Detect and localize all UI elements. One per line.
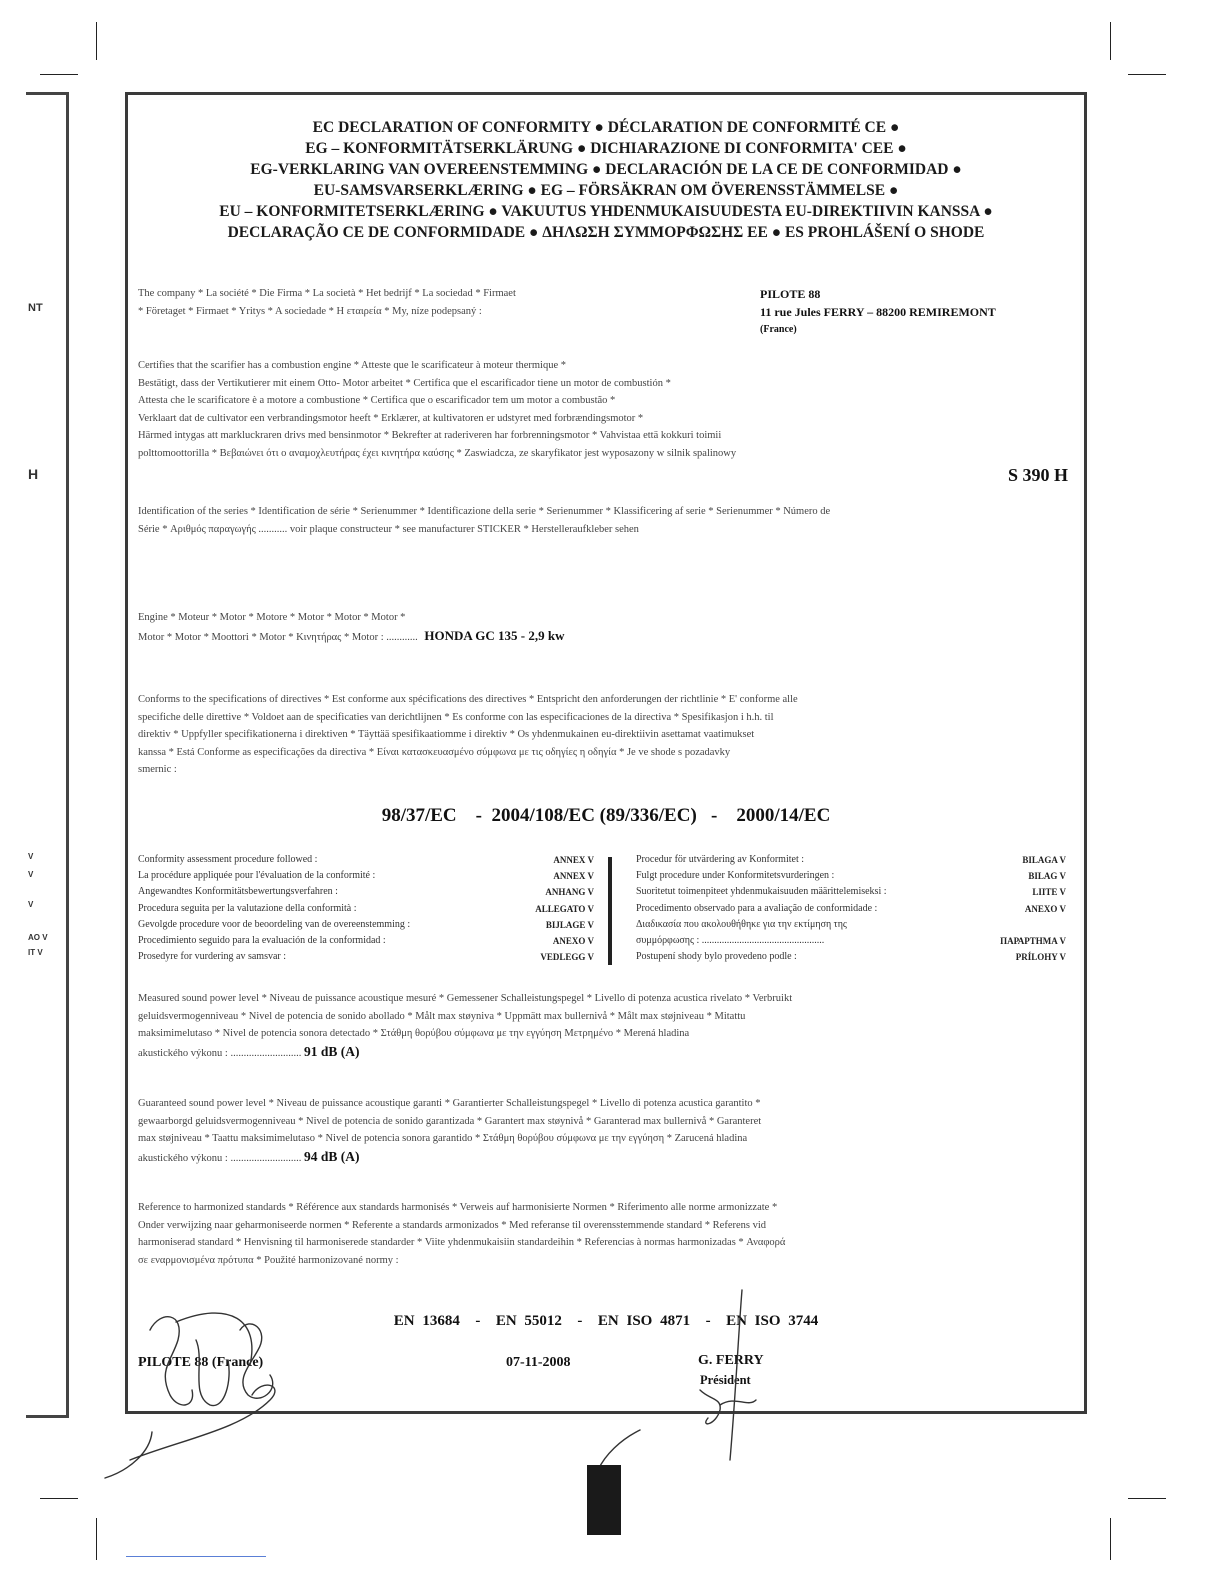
title-line: EC DECLARATION OF CONFORMITY ● DÉCLARATION DE CONFORMITÉ CE ● <box>312 119 900 136</box>
margin-fragment: V <box>28 870 34 879</box>
assessment-label: Gevolgde procedure voor de beoordeling van de overeenstemming : <box>138 918 411 930</box>
title-line: EU-SAMSVARSERKLÆRING ● EG – FÖRSÄKRAN OM ÖVERENSSTÄMMELSE ● <box>313 182 899 199</box>
assessment-label: La procédure appliquée pour l'évaluation de la conformité : <box>138 870 376 882</box>
text-line: Bestätigt, dass der Vertikutierer mit einem Otto- Motor arbeitet * Certifica que el escarificador tiene un motor de combustión * <box>138 377 671 389</box>
series-identification <box>138 503 1072 538</box>
harmonized-standards-reference <box>138 1199 1072 1269</box>
assessment-row <box>138 949 594 965</box>
text-line: Reference to harmonized standards * Référence aux standards harmonisés * Verweis auf harmonisierte Normen * Riferimento alle norme armonizzate * <box>138 1202 778 1213</box>
text-line <box>138 1148 1072 1168</box>
assessment-row <box>636 933 1066 949</box>
assessment-value: PRÍLOHY V <box>1015 952 1066 963</box>
crop-mark <box>96 1518 97 1560</box>
crop-mark <box>40 74 78 75</box>
assessment-label: Διαδικασία που ακολουθήθηκε για την εκτίμηση της <box>636 918 847 930</box>
title-line: EG – KONFORMITÄTSERKLÄRUNG ● DICHIARAZIONE DI CONFORMITA' CEE ● <box>305 140 907 157</box>
assessment-value: ΠΑΡΑΡΤΗΜΑ V <box>1000 936 1066 947</box>
text-line: gewaarborgd geluidsvermogenniveau * Nivel de potencia de sonido garantizada * Garantert max støynivå * Garanterad max bullernivå * Garanteret <box>138 1115 762 1127</box>
text-line: The company * La société * Die Firma * La società * Het bedrijf * La sociedad * Firmaet <box>138 288 516 299</box>
assessment-label: Suoritetut toimenpiteet yhdenmukaisuuden määrittelemiseksi : <box>636 886 887 898</box>
margin-fragment: AO V <box>28 933 48 942</box>
assessment-row <box>138 901 594 917</box>
crop-mark <box>1128 1498 1166 1499</box>
assessment-value: ANNEX V <box>553 871 594 882</box>
adjacent-page-edge <box>26 92 69 1418</box>
assessment-value: BILAGA V <box>1022 855 1066 865</box>
assessment-label: Angewandtes Konformitätsbewertungsverfahren : <box>138 886 338 898</box>
assessment-row <box>138 852 594 868</box>
assessment-value: VEDLEGG V <box>540 952 594 963</box>
text-line: max støjniveau * Taattu maksimimelutaso * Nivel de potencia sonora garantido * Στάθμη θορύβου σύμφωνα με την εγγύηση * Zarucená hladina <box>138 1133 748 1144</box>
assessment-value: ANEXO V <box>1024 903 1066 914</box>
assessment-value: BIJLAGE V <box>545 919 594 930</box>
text-line <box>138 1043 1072 1063</box>
company-country: (France) <box>760 324 797 335</box>
margin-fragment: IT V <box>28 948 43 957</box>
assessment-label: Fulgt procedure under Konformitetsvurderingen : <box>636 870 835 882</box>
directive-codes: 98/37/EC - 2004/108/EC (89/336/EC) - 2000/14/EC <box>381 805 831 826</box>
text-line: Engine * Moteur * Motor * Motore * Motor * Motor * Motor * <box>138 612 406 623</box>
assessment-row <box>636 901 1066 917</box>
assessment-value: ANEXO V <box>552 936 594 947</box>
guaranteed-sound-level <box>138 1095 1072 1167</box>
text-line: specifiche delle direttive * Voldoet aan de specificaties van derichtlijnen * Es conforme con las especificaciones de la directiva * Spesifikasjon i h.h. til <box>138 711 774 723</box>
assessment-label: Procedur för utvärdering av Konformitet : <box>636 854 805 865</box>
assessment-right-column <box>636 852 1066 965</box>
crop-mark <box>1110 22 1111 60</box>
assessment-row <box>636 868 1066 884</box>
crop-mark <box>40 1498 78 1499</box>
assessment-value: BILAG V <box>1028 871 1066 882</box>
bottom-rule <box>126 1556 266 1557</box>
assessment-label: Postupení shody bylo provedeno podle : <box>636 951 797 963</box>
column-divider <box>608 857 612 965</box>
text-line: Série * Αριθμός παραγωγής ........... voir plaque constructeur * see manufacturer STICKER * Herstelleraufkleber sehen <box>138 523 639 535</box>
assessment-row <box>138 933 594 949</box>
title-line: DECLARAÇÃO CE DE CONFORMIDADE ● ΔΗΛΩΣΗ ΣΥΜΜΟΡΦΩΣΗΣ ΕΕ ● ES PROHLÁŠENÍ O SHODE <box>227 224 985 241</box>
crop-mark <box>96 22 97 60</box>
assessment-value: ANNEX V <box>553 855 594 865</box>
engine-value: HONDA GC 135 - 2,9 kw <box>424 627 565 643</box>
assessment-row <box>138 917 594 933</box>
measured-value: 91 dB (A) <box>303 1043 360 1059</box>
text-line: Identification of the series * Identification de série * Serienummer * Identificazione della serie * Serienummer * Klassificering af serie * Serienummer * Número de <box>138 506 831 517</box>
text-line: Onder verwijzing naar geharmoniseerde normen * Referente a standards armonizados * Med referanse til overensstemmende standard * Referens vid <box>138 1219 767 1231</box>
certification-statement <box>138 357 1072 462</box>
company-name: PILOTE 88 <box>760 287 821 301</box>
guaranteed-value: 94 dB (A) <box>303 1148 360 1164</box>
text-line: Certifies that the scarifier has a combustion engine * Atteste que le scarificateur à moteur thermique * <box>138 360 567 371</box>
page-tab <box>587 1465 621 1535</box>
assessment-label: Procedimento observado para a avaliação de conformidade : <box>636 902 878 914</box>
measured-sound-level <box>138 990 1072 1062</box>
assessment-row <box>636 852 1066 868</box>
text-line: σε εναρμονισμένα πρότυπα * Použité harmonizované normy : <box>138 1254 399 1266</box>
text-line: kanssa * Está Conforme as especificações da directiva * Είναι κατασκευασμένο σύμφωνα με τις οδηγίες η οδηγία * Je ve shode s pozadavky <box>138 746 731 758</box>
assessment-row <box>636 917 1066 933</box>
assessment-row <box>636 884 1066 900</box>
text-line: Verklaart dat de cultivator een verbrandingsmotor heeft * Erklærer, at kultivatoren er udstyret med forbrændingsmotor * <box>138 412 644 424</box>
assessment-value: LIITE V <box>1032 887 1066 898</box>
crop-mark <box>1128 74 1166 75</box>
company-label <box>138 285 728 320</box>
text-line: smernic : <box>138 764 177 775</box>
title-line: EU – KONFORMITETSERKLÆRING ● VAKUUTUS YHDENMUKAISUUDESTA EU-DIREKTIIVIN KANSSA ● <box>219 203 993 220</box>
text-line: maksimimelutaso * Nivel de potencia sonora detectado * Στάθμη θορύβου σύμφωνα με την εγγύηση Μετρημένο * Merená hladina <box>138 1028 690 1039</box>
text-line: harmoniserad standard * Henvisning til harmoniserede standarder * Viite yhdenmukaisiin standardeihin * Referencias à normas harmonizadas * Αναφορά <box>138 1237 786 1248</box>
assessment-row <box>636 949 1066 965</box>
company-address <box>760 285 1072 339</box>
assessment-label: Prosedyre for vurdering av samsvar : <box>138 951 287 963</box>
document-title <box>128 117 1084 243</box>
engine-label <box>138 609 1072 646</box>
text-line <box>138 627 1072 647</box>
measured-label: akustického výkonu : ........................... <box>138 1047 302 1059</box>
assessment-row <box>138 868 594 884</box>
text-line: direktiv * Uppfyller specifikationerna i direktiven * Täyttää spesifikaatiomme i direktiv * Os yhdenmukainen eu-direktiivin asettamat vaatimukset <box>138 729 755 740</box>
assessment-value: ANHANG V <box>545 887 594 898</box>
margin-fragment: V <box>28 900 34 909</box>
assessment-left-column <box>138 852 594 965</box>
text-line: Attesta che le scarificatore è a motore a combustione * Certifica que o escarificador tem um motor a combustão * <box>138 395 616 406</box>
text-line: geluidsvermogenniveau * Nivel de potencia de sonido abollado * Målt max støyniva * Uppmätt max bullernivå * Målt max støjniveau * Mitattu <box>138 1010 746 1022</box>
footer-company: PILOTE 88 (France) <box>138 1355 264 1370</box>
engine-label-text: Motor * Motor * Moottori * Motor * Κινητήρας * Motor : ............ <box>138 631 418 643</box>
text-line: * Företaget * Firmaet * Yritys * A sociedade * Η εταιρεία * My, níze podepsaný : <box>138 305 482 317</box>
assessment-label: συμμόρφωσης : ................................................. <box>636 935 825 947</box>
text-line: Guaranteed sound power level * Niveau de puissance acoustique garanti * Garantierter Schalleistungspegel * Livello di potenza acustica garantito * <box>138 1098 761 1109</box>
margin-fragment: H <box>28 466 39 482</box>
guaranteed-label: akustického výkonu : ........................... <box>138 1152 302 1164</box>
company-street: 11 rue Jules FERRY – 88200 REMIREMONT <box>760 305 996 319</box>
standards-list: EN 13684 - EN 55012 - EN ISO 4871 - EN ISO 3744 <box>393 1313 819 1329</box>
text-line: Measured sound power level * Niveau de puissance acoustique mesuré * Gemessener Schalleistungspegel * Livello di potenza acustica rivelato * Verbruikt <box>138 993 793 1004</box>
text-line: Härmed intygas att markluckraren drivs med bensinmotor * Bekrefter at raderiveren har forbrenningsmotor * Vahvistaa että kokkuri toimii <box>138 430 722 441</box>
margin-fragment: NT <box>28 302 43 314</box>
footer-signer: G. FERRY <box>698 1353 764 1368</box>
margin-fragment: V <box>28 852 34 861</box>
assessment-label: Conformity assessment procedure followed : <box>138 854 318 865</box>
text-line: polttomoottorilla * Βεβαιώνει ότι ο αναμοχλευτήρας έχει κινητήρα καύσης * Zaswiadcza, ze skaryfikator jest wyposazony w silnik spalinowy <box>138 447 737 459</box>
assessment-label: Procedura seguita per la valutazione della conformità : <box>138 902 357 914</box>
model-number: S 390 H <box>1007 465 1068 485</box>
declaration-document <box>125 92 1087 1414</box>
footer-role: Président <box>700 1373 751 1387</box>
title-line: EG-VERKLARING VAN OVEREENSTEMMING ● DECLARACIÓN DE LA CE DE CONFORMIDAD ● <box>250 161 962 178</box>
assessment-row <box>138 884 594 900</box>
assessment-label: Procedimiento seguido para la evaluación de la conformidad : <box>138 935 386 947</box>
text-line: Conforms to the specifications of directives * Est conforme aux spécifications des directives * Entspricht den anforderungen der richtlinie * E' conforme alle <box>138 694 798 705</box>
crop-mark <box>1110 1518 1111 1560</box>
footer-date: 07-11-2008 <box>506 1355 571 1370</box>
directives-statement <box>138 691 1072 779</box>
assessment-value: ALLEGATO V <box>535 903 594 914</box>
